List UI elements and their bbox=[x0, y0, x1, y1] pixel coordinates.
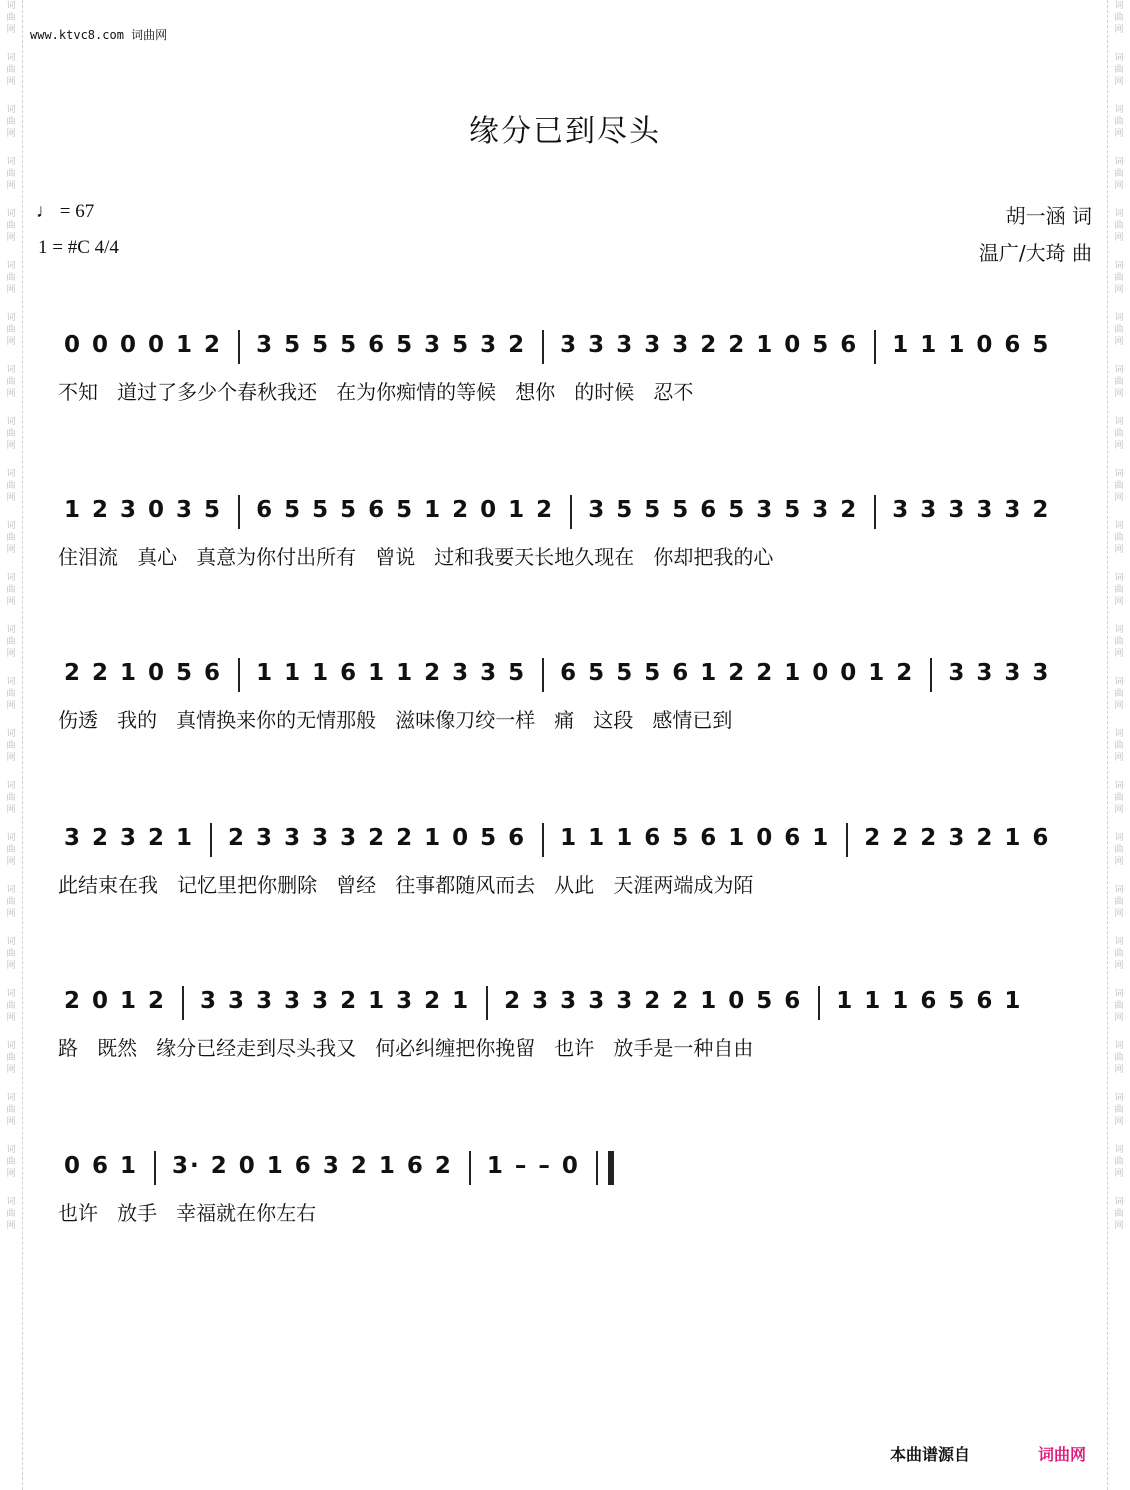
watermark-text: 词曲网 bbox=[1114, 469, 1124, 503]
measure-notes: 2 3 3 3 3 2 2 1 0 5 6 bbox=[504, 988, 803, 1014]
footer-brand[interactable]: 词曲网 bbox=[1038, 1445, 1087, 1464]
measure-notes: 1 1 1 6 1 1 2 3 3 5 bbox=[256, 660, 527, 686]
measure bbox=[830, 988, 1028, 1014]
watermark-text: 词曲网 bbox=[6, 157, 16, 191]
watermark-text: 词曲网 bbox=[1114, 1093, 1124, 1127]
final-barline-thick bbox=[608, 1151, 614, 1185]
watermark-text: 词曲网 bbox=[1114, 833, 1124, 867]
lyrics-line: 住泪流 真心 真意为你付出所有 曾说 过和我要天长地久现在 你却把我的心 bbox=[58, 545, 774, 569]
watermark-text: 词曲网 bbox=[6, 729, 16, 763]
measure-notes: 3 3 3 3 3 2 2 1 0 5 6 bbox=[560, 332, 859, 358]
watermark-text: 词曲网 bbox=[6, 1041, 16, 1075]
measure-notes: 2 2 2 3 2 1 6 bbox=[864, 825, 1051, 851]
measure bbox=[858, 825, 1056, 851]
watermark-text: 词曲网 bbox=[6, 885, 16, 919]
barline bbox=[874, 495, 876, 529]
barline bbox=[570, 495, 572, 529]
watermark-text: 词曲网 bbox=[1114, 261, 1124, 295]
lyrics-line: 此结束在我 记忆里把你删除 曾经 往事都随风而去 从此 天涯两端成为陌 bbox=[58, 873, 754, 897]
barline bbox=[469, 1151, 471, 1185]
measure-notes: 1 1 1 6 5 6 1 0 6 1 bbox=[560, 825, 831, 851]
song-title: 缘分已到尽头 bbox=[469, 114, 661, 149]
watermark-text: 词曲网 bbox=[6, 573, 16, 607]
watermark-text: 词曲网 bbox=[1114, 781, 1124, 815]
watermark-text: 词曲网 bbox=[1114, 1, 1124, 35]
measure bbox=[554, 660, 920, 686]
measure-notes: 3 5 5 5 6 5 3 5 3 2 bbox=[256, 332, 527, 358]
lyrics-line: 也许 放手 幸福就在你左右 bbox=[58, 1201, 317, 1225]
watermark-text: 词曲网 bbox=[1114, 521, 1124, 555]
measure-notes: 3 2 3 2 1 bbox=[64, 825, 195, 851]
barline bbox=[238, 495, 240, 529]
measure bbox=[250, 497, 560, 523]
watermark-text: 词曲网 bbox=[1114, 677, 1124, 711]
measure-notes: 3 3 3 3 bbox=[948, 660, 1051, 686]
measure bbox=[58, 1153, 144, 1179]
watermark-text: 词曲网 bbox=[6, 1197, 16, 1231]
measure bbox=[166, 1153, 459, 1179]
key-signature: 1 = #C 4/4 bbox=[38, 237, 119, 258]
watermark-text: 词曲网 bbox=[6, 365, 16, 399]
watermark-text: 词曲网 bbox=[6, 105, 16, 139]
composer-credit: 温广/大琦 曲 bbox=[978, 241, 1092, 265]
watermark-text: 词曲网 bbox=[1114, 209, 1124, 243]
watermark-text: 词曲网 bbox=[6, 261, 16, 295]
measure bbox=[498, 988, 808, 1014]
watermark-text: 词曲网 bbox=[1114, 157, 1124, 191]
watermark-text: 词曲网 bbox=[1114, 573, 1124, 607]
measure bbox=[481, 1153, 586, 1179]
watermark-text: 词曲网 bbox=[1114, 313, 1124, 347]
measure-notes: 1 2 3 0 3 5 bbox=[64, 497, 223, 523]
watermark-text: 词曲网 bbox=[1114, 365, 1124, 399]
watermark-text: 词曲网 bbox=[6, 625, 16, 659]
measure bbox=[58, 825, 200, 851]
lyricist-credit: 胡一涵 词 bbox=[1005, 204, 1092, 228]
measure-notes: 0 6 1 bbox=[64, 1153, 139, 1179]
watermark-text: 词曲网 bbox=[6, 521, 16, 555]
measure bbox=[554, 825, 836, 851]
watermark-text: 词曲网 bbox=[6, 989, 16, 1023]
barline bbox=[930, 658, 932, 692]
watermark-text: 词曲网 bbox=[1114, 105, 1124, 139]
measure-notes: 1 1 1 6 5 6 1 bbox=[836, 988, 1023, 1014]
barline bbox=[486, 986, 488, 1020]
footer-source-label: 本曲谱源自 bbox=[890, 1445, 971, 1464]
measure bbox=[250, 332, 532, 358]
watermark-text: 词曲网 bbox=[6, 1145, 16, 1179]
measure-notes: 1 1 1 0 6 5 bbox=[892, 332, 1051, 358]
barline bbox=[210, 823, 212, 857]
watermark-text: 词曲网 bbox=[1114, 53, 1124, 87]
watermark-text: 词曲网 bbox=[6, 417, 16, 451]
watermark-text: 词曲网 bbox=[6, 781, 16, 815]
watermark-text: 词曲网 bbox=[1114, 729, 1124, 763]
measure bbox=[58, 332, 228, 358]
watermark-text: 词曲网 bbox=[6, 1, 16, 35]
measure-notes: 2 0 1 2 bbox=[64, 988, 167, 1014]
measure-notes: 3 3 3 3 3 2 bbox=[892, 497, 1051, 523]
barline bbox=[238, 658, 240, 692]
measure bbox=[58, 497, 228, 523]
lyrics-line: 路 既然 缘分已经走到尽头我又 何必纠缠把你挽留 也许 放手是一种自由 bbox=[58, 1036, 754, 1060]
site-url[interactable]: www.ktvc8.com 词曲网 bbox=[30, 28, 168, 42]
measure bbox=[942, 660, 1056, 686]
barline bbox=[542, 823, 544, 857]
barline bbox=[182, 986, 184, 1020]
barline bbox=[238, 330, 240, 364]
watermark-text: 词曲网 bbox=[6, 313, 16, 347]
watermark-text: 词曲网 bbox=[6, 469, 16, 503]
lyrics-line: 伤透 我的 真情换来你的无情那般 滋味像刀绞一样 痛 这段 感情已到 bbox=[58, 708, 733, 732]
measure-notes: 2 3 3 3 3 2 2 1 0 5 6 bbox=[228, 825, 527, 851]
watermark-text: 词曲网 bbox=[6, 1093, 16, 1127]
measure-notes: 3· 2 0 1 6 3 2 1 6 2 bbox=[172, 1153, 453, 1179]
barline bbox=[542, 330, 544, 364]
measure-notes: 3 5 5 5 6 5 3 5 3 2 bbox=[588, 497, 859, 523]
measure-notes: 6 5 5 5 6 5 1 2 0 1 2 bbox=[256, 497, 555, 523]
measure bbox=[250, 660, 532, 686]
barline bbox=[542, 658, 544, 692]
measure-notes: 0 0 0 0 1 2 bbox=[64, 332, 223, 358]
barline bbox=[846, 823, 848, 857]
right-watermark-strip bbox=[1107, 0, 1130, 1490]
measure-notes: 1 – – 0 bbox=[486, 1153, 580, 1179]
measure bbox=[886, 332, 1056, 358]
final-barline bbox=[596, 1151, 598, 1185]
tempo-marking: ♩ = 67 bbox=[36, 201, 95, 222]
watermark-text: 词曲网 bbox=[1114, 417, 1124, 451]
watermark-text: 词曲网 bbox=[1114, 937, 1124, 971]
watermark-text: 词曲网 bbox=[6, 53, 16, 87]
measure-notes: 2 2 1 0 5 6 bbox=[64, 660, 223, 686]
watermark-text: 词曲网 bbox=[1114, 1041, 1124, 1075]
watermark-text: 词曲网 bbox=[6, 833, 16, 867]
measure bbox=[886, 497, 1056, 523]
watermark-text: 词曲网 bbox=[1114, 625, 1124, 659]
watermark-text: 词曲网 bbox=[6, 677, 16, 711]
watermark-text: 词曲网 bbox=[1114, 1197, 1124, 1231]
watermark-text: 词曲网 bbox=[1114, 989, 1124, 1023]
watermark-text: 词曲网 bbox=[6, 937, 16, 971]
watermark-text: 词曲网 bbox=[6, 209, 16, 243]
measure bbox=[58, 988, 172, 1014]
measure bbox=[554, 332, 864, 358]
measure bbox=[582, 497, 864, 523]
barline bbox=[874, 330, 876, 364]
watermark-text: 词曲网 bbox=[1114, 1145, 1124, 1179]
measure bbox=[222, 825, 532, 851]
lyrics-line: 不知 道过了多少个春秋我还 在为你痴情的等候 想你 的时候 忍不 bbox=[58, 380, 694, 404]
left-watermark-strip bbox=[0, 0, 23, 1490]
barline bbox=[154, 1151, 156, 1185]
measure-notes: 3 3 3 3 3 2 1 3 2 1 bbox=[200, 988, 471, 1014]
watermark-text: 词曲网 bbox=[1114, 885, 1124, 919]
barline bbox=[818, 986, 820, 1020]
measure bbox=[58, 660, 228, 686]
measure-notes: 6 5 5 5 6 1 2 2 1 0 0 1 2 bbox=[560, 660, 915, 686]
measure bbox=[194, 988, 476, 1014]
